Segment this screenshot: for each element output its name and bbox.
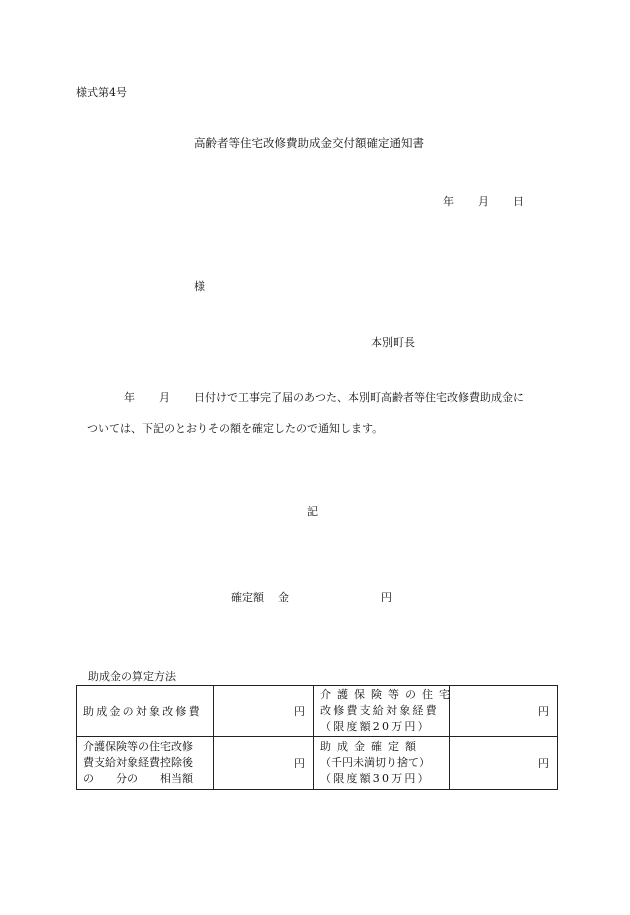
amount-prefix: 金 [278, 591, 289, 604]
deducted-equivalent-label: 介護保険等の住宅改修 費支給対象経費控除後 の 分の 相当額 [77, 737, 214, 790]
calculation-table [76, 685, 558, 790]
calculation-method-title: 助成金の算定方法 [88, 670, 176, 683]
care-insurance-expense-value [450, 686, 558, 737]
table-row [77, 737, 558, 790]
form-number: 様式第4号 [76, 86, 127, 99]
yen-unit: 円 [294, 705, 305, 718]
confirmed-subsidy-label: 助成金確定額 （千円未満切り捨て） （限度額30万円） [314, 737, 450, 790]
confirmed-subsidy-value [450, 737, 558, 790]
ki-heading: 記 [307, 505, 318, 518]
target-cost-value [214, 686, 314, 737]
yen-unit: 円 [294, 757, 305, 770]
amount-unit: 円 [381, 591, 392, 604]
yen-unit: 円 [538, 705, 549, 718]
body-line-1-text: 日付けで工事完了届のあつた、本別町高齢者等住宅改修費助成金に [194, 391, 524, 404]
date-line [443, 196, 524, 207]
date-day-label: 日 [513, 195, 524, 208]
body-month-label: 月 [159, 391, 170, 404]
target-cost-label: 助成金の対象改修費 [77, 686, 214, 737]
document-title: 高齢者等住宅改修費助成金交付額確定通知書 [194, 136, 424, 150]
yen-unit: 円 [538, 757, 549, 770]
issuer-name: 本別町長 [371, 336, 415, 349]
confirmed-amount-line [231, 592, 392, 603]
body-year-label: 年 [124, 391, 135, 404]
addressee-suffix: 様 [194, 280, 205, 293]
deducted-equivalent-value [214, 737, 314, 790]
table-row [77, 686, 558, 737]
date-year-label: 年 [443, 195, 454, 208]
body-line-1 [124, 392, 524, 403]
care-insurance-expense-label: 介護保険等の住宅 改修費支給対象経費 （限度額20万円） [314, 686, 450, 737]
amount-label: 確定額 [231, 591, 264, 604]
date-month-label: 月 [478, 195, 489, 208]
body-line-2: ついては、下記のとおりその額を確定したので通知します。 [87, 422, 384, 435]
